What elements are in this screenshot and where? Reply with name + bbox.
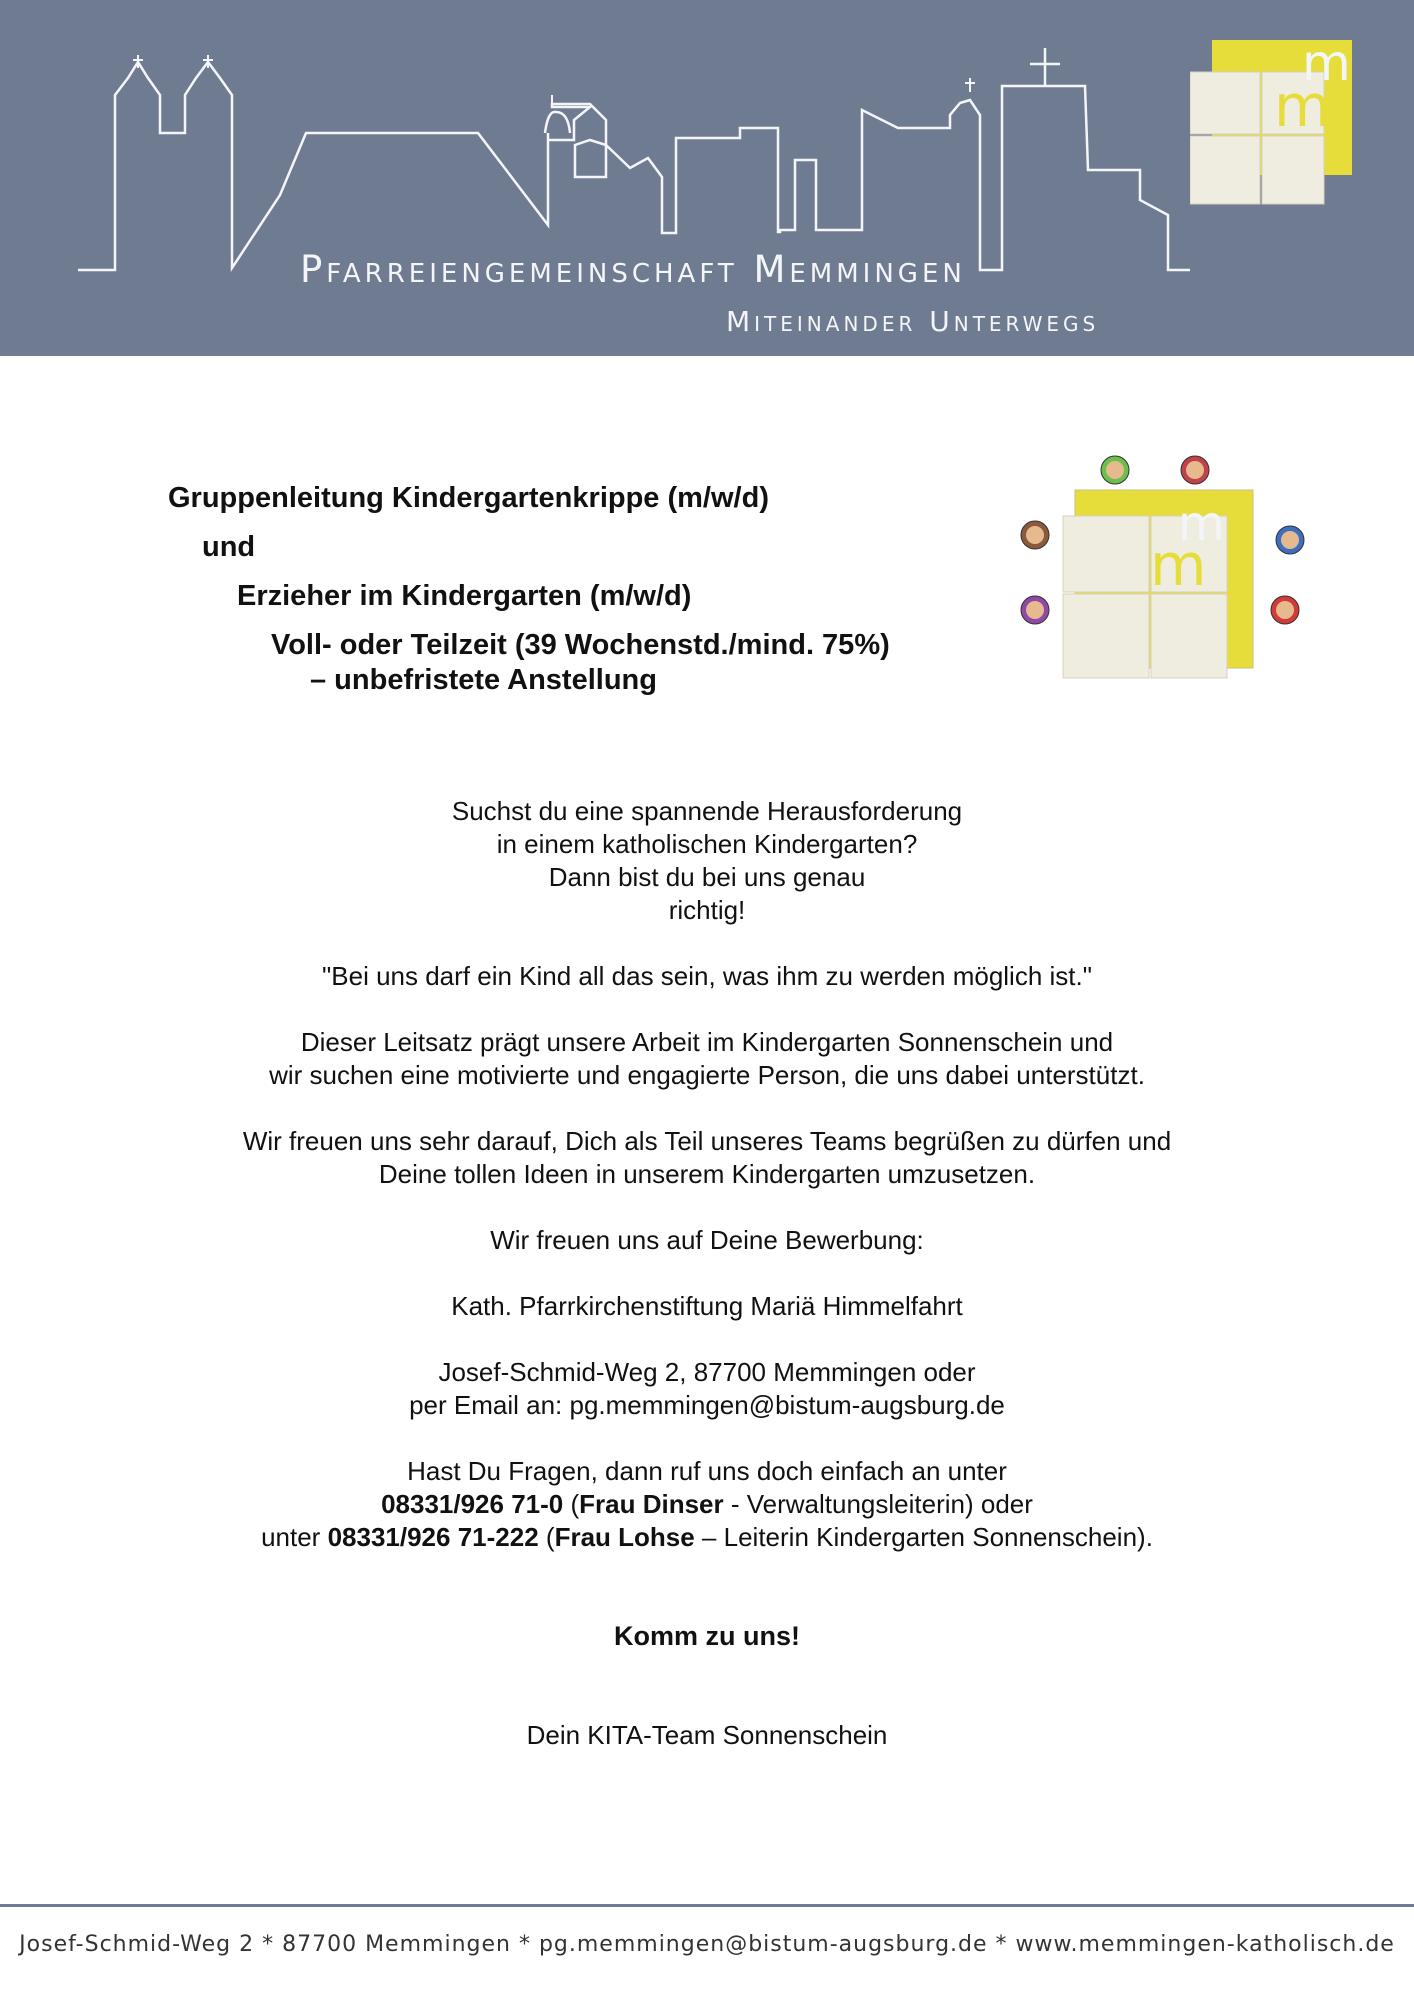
phone-1[interactable]: 08331/926 71-0 (381, 1489, 564, 1519)
mm-logo-icon (1190, 40, 1360, 210)
header-banner (0, 0, 1414, 356)
email-line[interactable]: per Email an: pg.memmingen@bistum-augsburg.de (409, 1390, 1005, 1420)
leitsatz-paragraph: Dieser Leitsatz prägt unsere Arbeit im Kindergarten Sonnenschein und wir suchen eine motivierte und engagierte Person, die uns dabei unterstützt. (269, 1027, 1145, 1090)
job-title-line3: Erzieher im Kindergarten (m/w/d) (237, 580, 692, 612)
intro-paragraph: Suchst du eine spannende Herausforderung in einem katholischen Kindergarten? Dann bist du bei uns genau richtig! (451, 796, 963, 925)
team-paragraph: Wir freuen uns sehr darauf, Dich als Teil unseres Teams begrüßen zu dürfen und Deine tollen Ideen in unserem Kindergarten umzusetzen. (242, 1126, 1172, 1189)
svg-text:m: m (1150, 531, 1207, 599)
bewerbung-line: Wir freuen uns auf Deine Bewerbung: (490, 1225, 924, 1255)
call-to-action: Komm zu uns! (614, 1621, 800, 1651)
phone-2[interactable]: 08331/926 71-222 (327, 1522, 539, 1552)
svg-text:m: m (1178, 496, 1225, 552)
quote: "Bei uns darf ein Kind all das sein, was ihm zu werden möglich ist." (322, 961, 1092, 991)
svg-text:m: m (1302, 40, 1351, 92)
contact-name-1: Frau Dinser (579, 1489, 724, 1519)
org-name: Pfarreiengemeinschaft Memmingen (300, 248, 966, 291)
signature: Dein KITA-Team Sonnenschein (526, 1720, 888, 1750)
footer-text: Josef-Schmid-Weg 2 * 87700 Memmingen * pg.memmingen@bistum-augsburg.de * www.memmingen-katholisch.de (19, 1932, 1395, 1957)
body-text (120, 795, 1294, 1785)
contact-name-2: Frau Lohse (554, 1522, 695, 1552)
footer-divider (0, 1904, 1414, 1907)
stiftung-line: Kath. Pfarrkirchenstiftung Mariä Himmelfahrt (451, 1291, 963, 1321)
job-title-line2: und (202, 531, 256, 563)
org-tagline: Miteinander Unterwegs (726, 305, 1100, 338)
job-title-line5: – unbefristete Anstellung (310, 664, 657, 696)
job-title-line4: Voll- oder Teilzeit (39 Wochenstd./mind. 75%) (271, 629, 890, 661)
svg-text:m: m (1274, 72, 1331, 140)
contact-block: Hast Du Fragen, dann ruf uns doch einfach an unter 08331/926 71-0 (Frau Dinser - Verwaltungsleiterin) oder unter 08331/926 71-222 (Frau Lohse – Leiterin Kindergarten Sonnenschein). (261, 1456, 1153, 1552)
job-title-line1: Gruppenleitung Kindergartenkrippe (m/w/d) (168, 482, 769, 514)
address-block: Josef-Schmid-Weg 2, 87700 Memmingen oder per Email an: pg.memmingen@bistum-augsburg.de (409, 1357, 1005, 1420)
kids-logo-icon (1000, 440, 1320, 690)
